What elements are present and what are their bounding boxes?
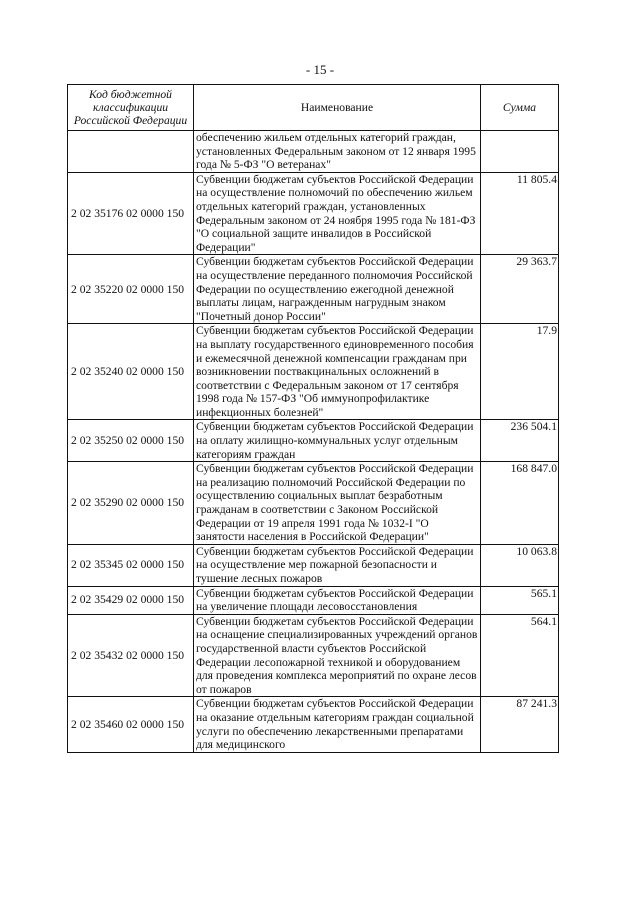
row-sum: 10 063.8	[481, 544, 559, 586]
row-code: 2 02 35220 02 0000 150	[68, 255, 194, 324]
column-header-sum: Сумма	[481, 85, 559, 131]
table-row	[68, 544, 559, 586]
row-sum: 17.9	[481, 324, 559, 420]
table-row	[68, 614, 559, 697]
row-name: Субвенции бюджетам субъектов Российской Федерации на осуществление мер пожарной безопасности и тушение лесных пожаров	[194, 544, 481, 586]
table-row	[68, 586, 559, 614]
row-name: Субвенции бюджетам субъектов Российской Федерации на увеличение площади лесовосстановления	[194, 586, 481, 614]
row-code: 2 02 35460 02 0000 150	[68, 697, 194, 752]
row-sum: 168 847.0	[481, 462, 559, 545]
row-sum: 565.1	[481, 586, 559, 614]
row-code: 2 02 35250 02 0000 150	[68, 420, 194, 462]
row-sum: 564.1	[481, 614, 559, 697]
row-sum: 236 504.1	[481, 420, 559, 462]
row-code: 2 02 35432 02 0000 150	[68, 614, 194, 697]
row-code: 2 02 35345 02 0000 150	[68, 544, 194, 586]
table-row	[68, 172, 559, 255]
page-number: - 15 -	[305, 62, 335, 77]
row-name: Субвенции бюджетам субъектов Российской Федерации на осуществление полномочий по обеспечению жильем отдельных категорий граждан, установленных Федеральным законом от 24 ноября 1995 года № 181-ФЗ "О социальной защите инвалидов в Российской Федерации"	[194, 172, 481, 255]
table-row	[68, 462, 559, 545]
column-header-code: Код бюджетной классификации Российской Федерации	[68, 85, 194, 131]
column-header-name: Наименование	[194, 85, 481, 131]
table-row	[68, 324, 559, 420]
row-name: Субвенции бюджетам субъектов Российской Федерации на выплату государственного единовременного пособия и ежемесячной денежной компенсации гражданам при возникновении поствакцинальных осложнений в соответствии с Федеральным законом от 17 сентября 1998 года № 157-ФЗ "Об иммунопрофилактике инфекционных болезней"	[194, 324, 481, 420]
row-name: Субвенции бюджетам субъектов Российской Федерации на осуществление переданного полномочия Российской Федерации по осуществлению ежегодной денежной выплаты лицам, награжденным нагрудным знаком "Почетный донор России"	[194, 255, 481, 324]
table-row	[68, 131, 559, 173]
row-sum: 29 363.7	[481, 255, 559, 324]
table-row	[68, 420, 559, 462]
table-row	[68, 255, 559, 324]
budget-table	[67, 84, 559, 753]
table-header-row	[68, 85, 559, 131]
row-name: Субвенции бюджетам субъектов Российской Федерации на оказание отдельным категориям граждан социальной услуги по обеспечению лекарственными препаратами для медицинского	[194, 697, 481, 752]
row-code: 2 02 35176 02 0000 150	[68, 172, 194, 255]
row-name: Субвенции бюджетам субъектов Российской Федерации на оплату жилищно-коммунальных услуг отдельным категориям граждан	[194, 420, 481, 462]
row-code: 2 02 35240 02 0000 150	[68, 324, 194, 420]
row-sum	[481, 131, 559, 173]
row-code: 2 02 35290 02 0000 150	[68, 462, 194, 545]
row-code	[68, 131, 194, 173]
row-name: обеспечению жильем отдельных категорий граждан, установленных Федеральным законом от 12 января 1995 года № 5-ФЗ "О ветеранах"	[194, 131, 481, 173]
row-name: Субвенции бюджетам субъектов Российской Федерации на оснащение специализированных учреждений органов государственной власти субъектов Российской Федерации лесопожарной техникой и оборудованием для проведения комплекса мероприятий по охране лесов от пожаров	[194, 614, 481, 697]
row-name: Субвенции бюджетам субъектов Российской Федерации на реализацию полномочий Российской Федерации по осуществлению социальных выплат безработным гражданам в соответствии с Законом Российской Федерации от 19 апреля 1991 года № 1032-I "О занятости населения в Российской Федерации"	[194, 462, 481, 545]
table-row	[68, 697, 559, 752]
row-code: 2 02 35429 02 0000 150	[68, 586, 194, 614]
row-sum: 11 805.4	[481, 172, 559, 255]
row-sum: 87 241.3	[481, 697, 559, 752]
